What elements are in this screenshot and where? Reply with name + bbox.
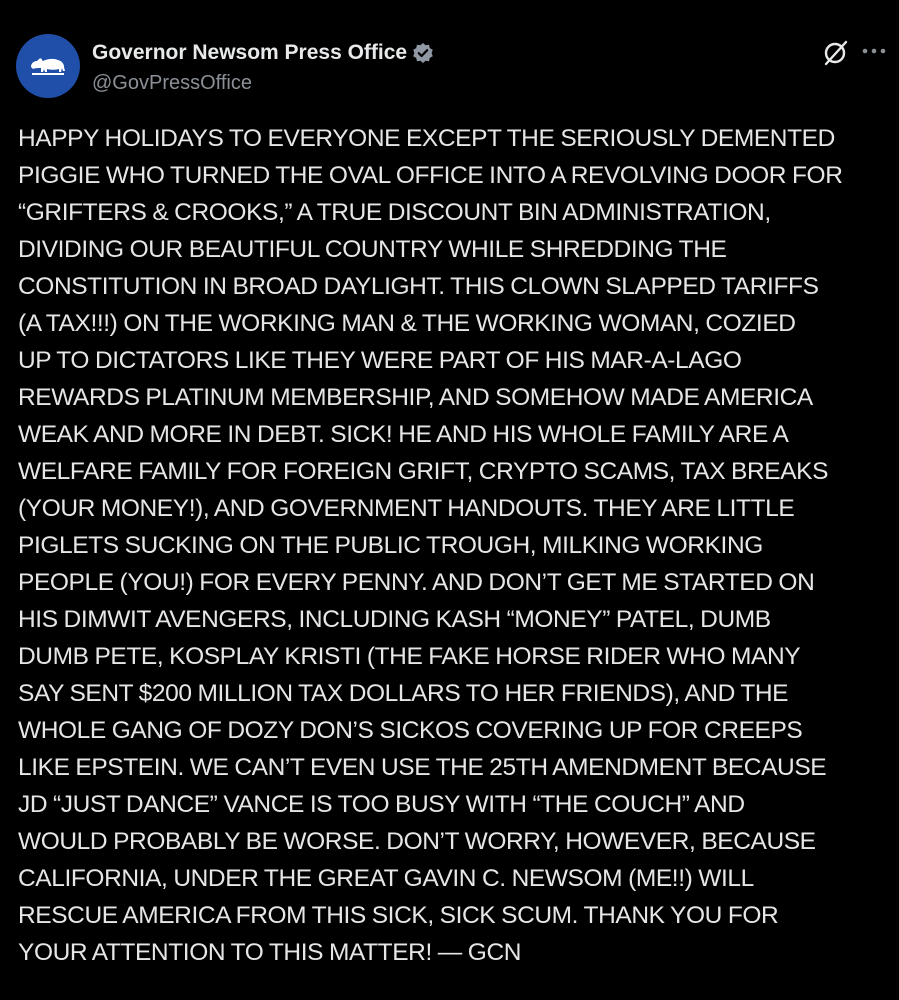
post-text-line: WELFARE FAMILY FOR FOREIGN GRIFT, CRYPTO SCAMS, TAX BREAKS [18, 458, 829, 485]
california-bear-icon [29, 52, 67, 80]
more-options-icon[interactable] [860, 44, 888, 58]
post-text-line: CALIFORNIA, UNDER THE GREAT GAVIN C. NEWSOM (ME!!) WILL [18, 865, 754, 892]
post-text-line: YOUR ATTENTION TO THIS MATTER! — GCN [18, 939, 522, 966]
post-text-line: PEOPLE (YOU!) FOR EVERY PENNY. AND DON’T GET ME STARTED ON [18, 569, 815, 596]
post-text-line: DUMB PETE, KOSPLAY KRISTI (THE FAKE HORSE RIDER WHO MANY [18, 643, 801, 670]
grok-icon[interactable] [821, 38, 851, 68]
post-text-line: REWARDS PLATINUM MEMBERSHIP, AND SOMEHOW MADE AMERICA [18, 384, 813, 411]
post-text [18, 120, 888, 971]
post-text-line: PIGLETS SUCKING ON THE PUBLIC TROUGH, MILKING WORKING [18, 532, 763, 559]
post-text-line: HAPPY HOLIDAYS TO EVERYONE EXCEPT THE SERIOUSLY DEMENTED [18, 125, 835, 152]
post-text-line: JD “JUST DANCE” VANCE IS TOO BUSY WITH “THE COUCH” AND [18, 791, 745, 818]
author-name-row [92, 38, 434, 68]
post-text-line: LIKE EPSTEIN. WE CAN’T EVEN USE THE 25TH AMENDMENT BECAUSE [18, 754, 827, 781]
post-text-line: DIVIDING OUR BEAUTIFUL COUNTRY WHILE SHREDDING THE [18, 236, 727, 263]
post-text-line: UP TO DICTATORS LIKE THEY WERE PART OF HIS MAR-A-LAGO [18, 347, 742, 374]
post-text-line: “GRIFTERS & CROOKS,” A TRUE DISCOUNT BIN ADMINISTRATION, [18, 199, 771, 226]
author-handle[interactable]: @GovPressOffice [92, 72, 252, 94]
avatar[interactable] [16, 34, 80, 98]
post-text-line: SAY SENT $200 MILLION TAX DOLLARS TO HER FRIENDS), AND THE [18, 680, 789, 707]
author-display-name[interactable]: Governor Newsom Press Office [92, 41, 408, 64]
post-text-line: PIGGIE WHO TURNED THE OVAL OFFICE INTO A REVOLVING DOOR FOR [18, 162, 843, 189]
post-text-line: (A TAX!!!) ON THE WORKING MAN & THE WORKING WOMAN, COZIED [18, 310, 796, 337]
post-text-line: (YOUR MONEY!), AND GOVERNMENT HANDOUTS. THEY ARE LITTLE [18, 495, 795, 522]
post-text-line: RESCUE AMERICA FROM THIS SICK, SICK SCUM. THANK YOU FOR [18, 902, 779, 929]
post-text-line: CONSTITUTION IN BROAD DAYLIGHT. THIS CLOWN SLAPPED TARIFFS [18, 273, 819, 300]
post-text-line: WEAK AND MORE IN DEBT. SICK! HE AND HIS WHOLE FAMILY ARE A [18, 421, 789, 448]
post-text-line: HIS DIMWIT AVENGERS, INCLUDING KASH “MONEY” PATEL, DUMB [18, 606, 771, 633]
post-text-line: WHOLE GANG OF DOZY DON’S SICKOS COVERING UP FOR CREEPS [18, 717, 803, 744]
post-text-line: WOULD PROBABLY BE WORSE. DON’T WORRY, HOWEVER, BECAUSE [18, 828, 816, 855]
verified-badge-icon [412, 42, 434, 64]
